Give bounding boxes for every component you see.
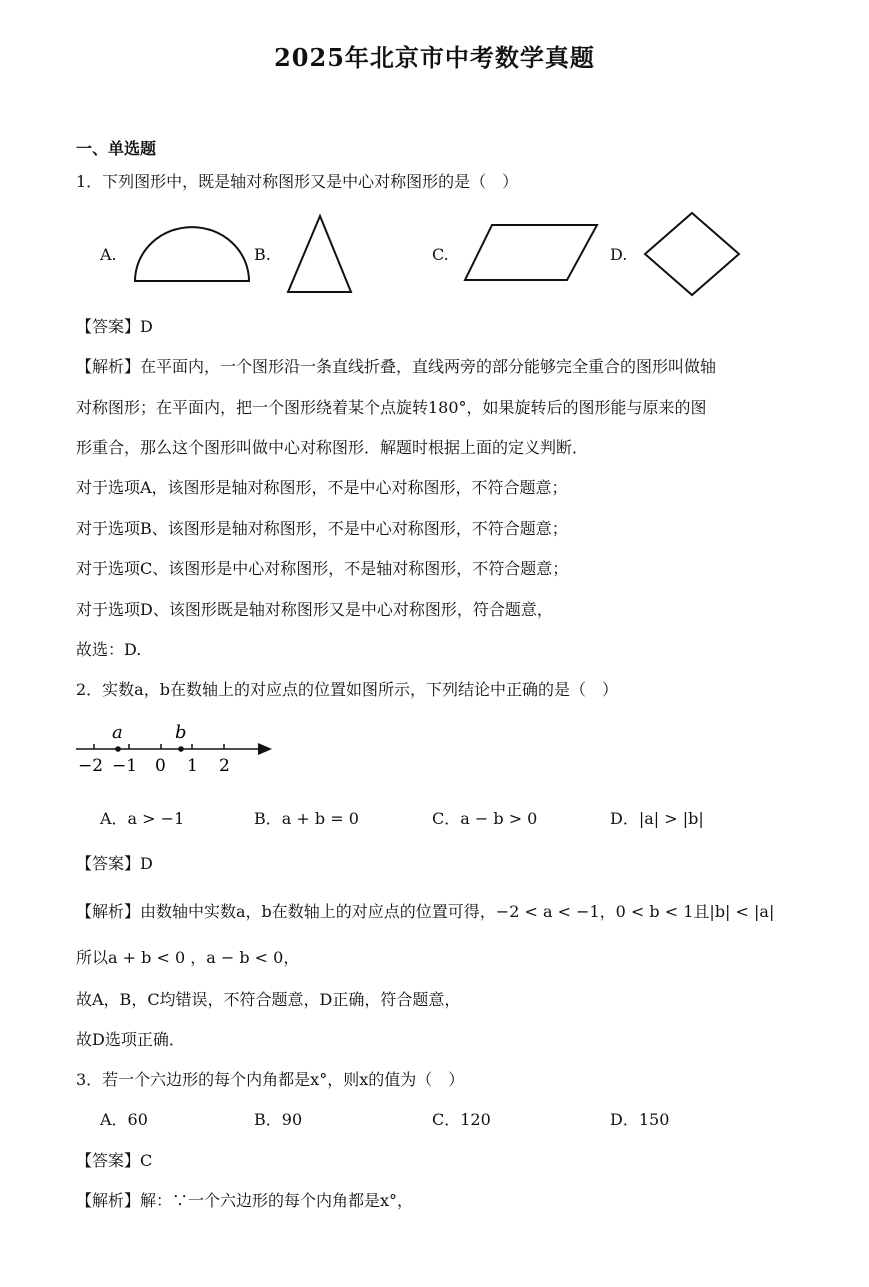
q3-stem: 3．若一个六边形的每个内角都是x°，则x的值为（ ）: [76, 1070, 465, 1089]
section-heading: 一、单选题: [76, 139, 157, 158]
q1-analysis-line-1: [76, 357, 716, 377]
q1-analysis-line-5: 对于选项B、该图形是轴对称图形，不是中心对称图形，不符合题意；: [76, 519, 568, 538]
answer-value: D: [140, 317, 153, 336]
tick-label: −2: [78, 756, 104, 776]
q3-option-d: D．150: [610, 1110, 670, 1129]
q1-analysis-line-3: 形重合，那么这个图形叫做中心对称图形．解题时根据上面的定义判断．: [76, 438, 589, 457]
answer-label: 【答案】: [76, 317, 141, 336]
analysis-label: 【解析】: [76, 357, 141, 376]
q1-option-c-label: C.: [432, 245, 449, 264]
page-title: 2025年北京市中考数学真题: [274, 43, 595, 72]
q1-semicircle-figure: [132, 225, 252, 285]
q2-option-b: B．a + b = 0: [254, 809, 359, 828]
q1-analysis-line-8: 故选：D.: [76, 640, 142, 659]
answer-label: 【答案】: [76, 1151, 141, 1170]
q1-analysis-line-7: 对于选项D、该图形既是轴对称图形又是中心对称图形，符合题意，: [76, 600, 553, 619]
analysis-label: 【解析】: [76, 1191, 141, 1210]
q1-rhombus-figure: [642, 210, 742, 298]
q1-stem: 1．下列图形中，既是轴对称图形又是中心对称图形的是（ ）: [76, 172, 519, 191]
q3-answer: [76, 1151, 152, 1171]
q1-option-a-label: A.: [100, 245, 117, 264]
q1-analysis-line-2: 对称图形；在平面内，把一个图形绕着某个点旋转180°，如果旋转后的图形能与原来的图: [76, 398, 707, 417]
q3-option-a: A．60: [100, 1110, 148, 1129]
point-b-label: b: [175, 722, 187, 743]
answer-value: D: [140, 854, 153, 873]
q2-analysis-line-4: 故D选项正确．: [76, 1030, 185, 1049]
q2-analysis-line-3: 故A，B，C均错误，不符合题意，D正确，符合题意，: [76, 990, 461, 1009]
q2-answer: [76, 854, 153, 874]
q2-option-a: A．a > −1: [100, 809, 185, 828]
q1-parallelogram-figure: [462, 222, 600, 284]
answer-label: 【答案】: [76, 854, 141, 873]
tick-label: 2: [219, 756, 230, 776]
answer-value: C: [140, 1151, 153, 1170]
q2-analysis-line-1: [76, 902, 774, 922]
q2-stem: 2．实数a，b在数轴上的对应点的位置如图所示，下列结论中正确的是（ ）: [76, 680, 618, 699]
q3-option-b: B．90: [254, 1110, 303, 1129]
tick-label: −1: [112, 756, 138, 776]
tick-label: 1: [187, 756, 198, 776]
q1-answer: [76, 317, 153, 337]
q2-number-line: [74, 718, 284, 776]
q3-analysis-line-1: [76, 1191, 413, 1211]
q1-analysis-line-4: 对于选项A，该图形是轴对称图形，不是中心对称图形，不符合题意；: [76, 478, 568, 497]
q2-option-c: C．a − b > 0: [432, 809, 538, 828]
analysis-text: 解：∵一个六边形的每个内角都是x°，: [140, 1191, 414, 1210]
q2-analysis-line-2: 所以a + b < 0 ，a − b < 0，: [76, 948, 300, 967]
q3-option-c: C．120: [432, 1110, 491, 1129]
q1-option-b-label: B.: [254, 245, 271, 264]
point-b-dot: [178, 746, 184, 752]
q1-option-d-label: D.: [610, 245, 628, 264]
q1-analysis-line-6: 对于选项C、该图形是中心对称图形，不是轴对称图形，不符合题意；: [76, 559, 569, 578]
tick-label: 0: [155, 756, 166, 776]
point-a-label: a: [112, 722, 123, 743]
q1-triangle-figure: [285, 212, 355, 296]
analysis-text: 由数轴中实数a，b在数轴上的对应点的位置可得，−2 < a < −1，0 < b < 1且|b| < |a|: [140, 902, 775, 921]
q2-option-d: D．|a| > |b|: [610, 809, 704, 828]
point-a-dot: [115, 746, 121, 752]
analysis-text: 在平面内，一个图形沿一条直线折叠，直线两旁的部分能够完全重合的图形叫做轴: [140, 357, 717, 376]
analysis-label: 【解析】: [76, 902, 141, 921]
